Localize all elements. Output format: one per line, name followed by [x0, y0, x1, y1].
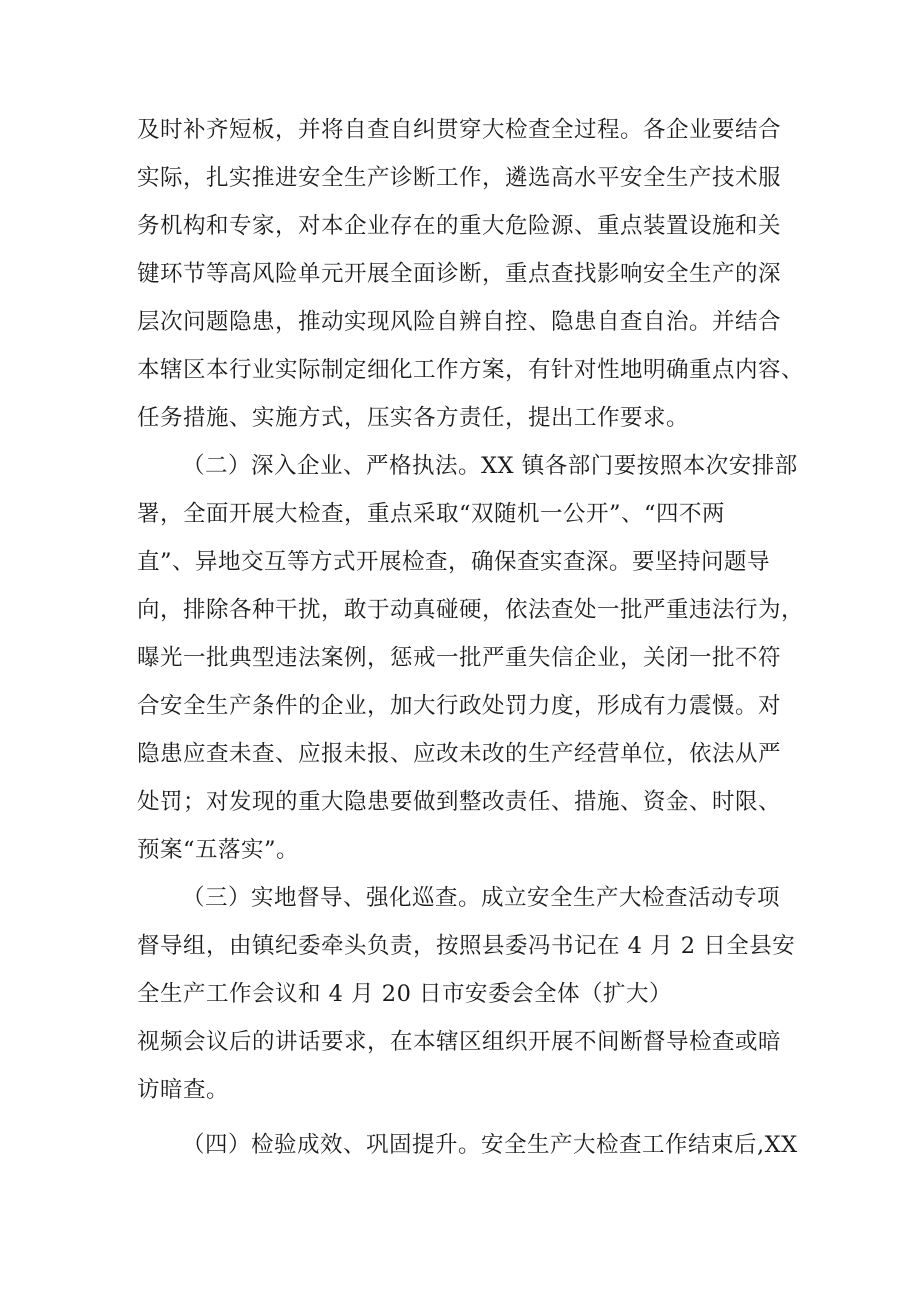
- text-line: 督导组，由镇纪委牵头负责，按照县委冯书记在 4 月 2 日全县安: [137, 933, 796, 959]
- text-line: 实际，扎实推进安全生产诊断工作，遴选高水平安全生产技术服: [137, 165, 782, 191]
- text-line: 视频会议后的讲话要求，在本辖区组织开展不间断督导检查或暗: [137, 1029, 782, 1055]
- text-line: 预案“五落实”。: [137, 837, 300, 863]
- paragraph-heading-4: （四）检验成效、巩固提升。安全生产大检查工作结束后,XX: [182, 1132, 798, 1158]
- text-line: 务机构和专家，对本企业存在的重大危险源、重点装置设施和关: [137, 213, 782, 239]
- text-line: 向，排除各种干扰，敢于动真碰硬，依法查处一批严重违法行为，: [137, 597, 805, 623]
- text-line: 合安全生产条件的企业，加大行政处罚力度，形成有力震慑。对: [137, 693, 782, 719]
- paragraph-heading-2: （二）深入企业、严格执法。XX 镇各部门要按照本次安排部: [182, 453, 798, 479]
- text-line: 全生产工作会议和 4 月 20 日市安委会全体（扩大）: [137, 981, 673, 1007]
- text-line: 署，全面开展大检查，重点采取“双随机一公开”、“四不两: [137, 501, 726, 527]
- text-line: 本辖区本行业实际制定细化工作方案，有针对性地明确重点内容、: [137, 357, 805, 383]
- text-line: 访暗查。: [137, 1077, 230, 1103]
- text-line: 隐患应查未查、应报未报、应改未改的生产经营单位，依法从严: [137, 741, 782, 767]
- text-line: 处罚；对发现的重大隐患要做到整改责任、措施、资金、时限、: [137, 789, 782, 815]
- text-line: 键环节等高风险单元开展全面诊断，重点查找影响安全生产的深: [137, 261, 782, 287]
- text-line: 层次问题隐患，推动实现风险自辨自控、隐患自查自治。并结合: [137, 309, 782, 335]
- paragraph-heading-3: （三）实地督导、强化巡查。成立安全生产大检查活动专项: [182, 885, 781, 911]
- text-line: 及时补齐短板，并将自查自纠贯穿大检查全过程。各企业要结合: [137, 117, 782, 143]
- text-line: 任务措施、实施方式，压实各方责任，提出工作要求。: [137, 405, 690, 431]
- text-line: 曝光一批典型违法案例，惩戒一批严重失信企业，关闭一批不符: [137, 645, 782, 671]
- text-line: 直”、异地交互等方式开展检查，确保查实查深。要坚持问题导: [137, 549, 771, 575]
